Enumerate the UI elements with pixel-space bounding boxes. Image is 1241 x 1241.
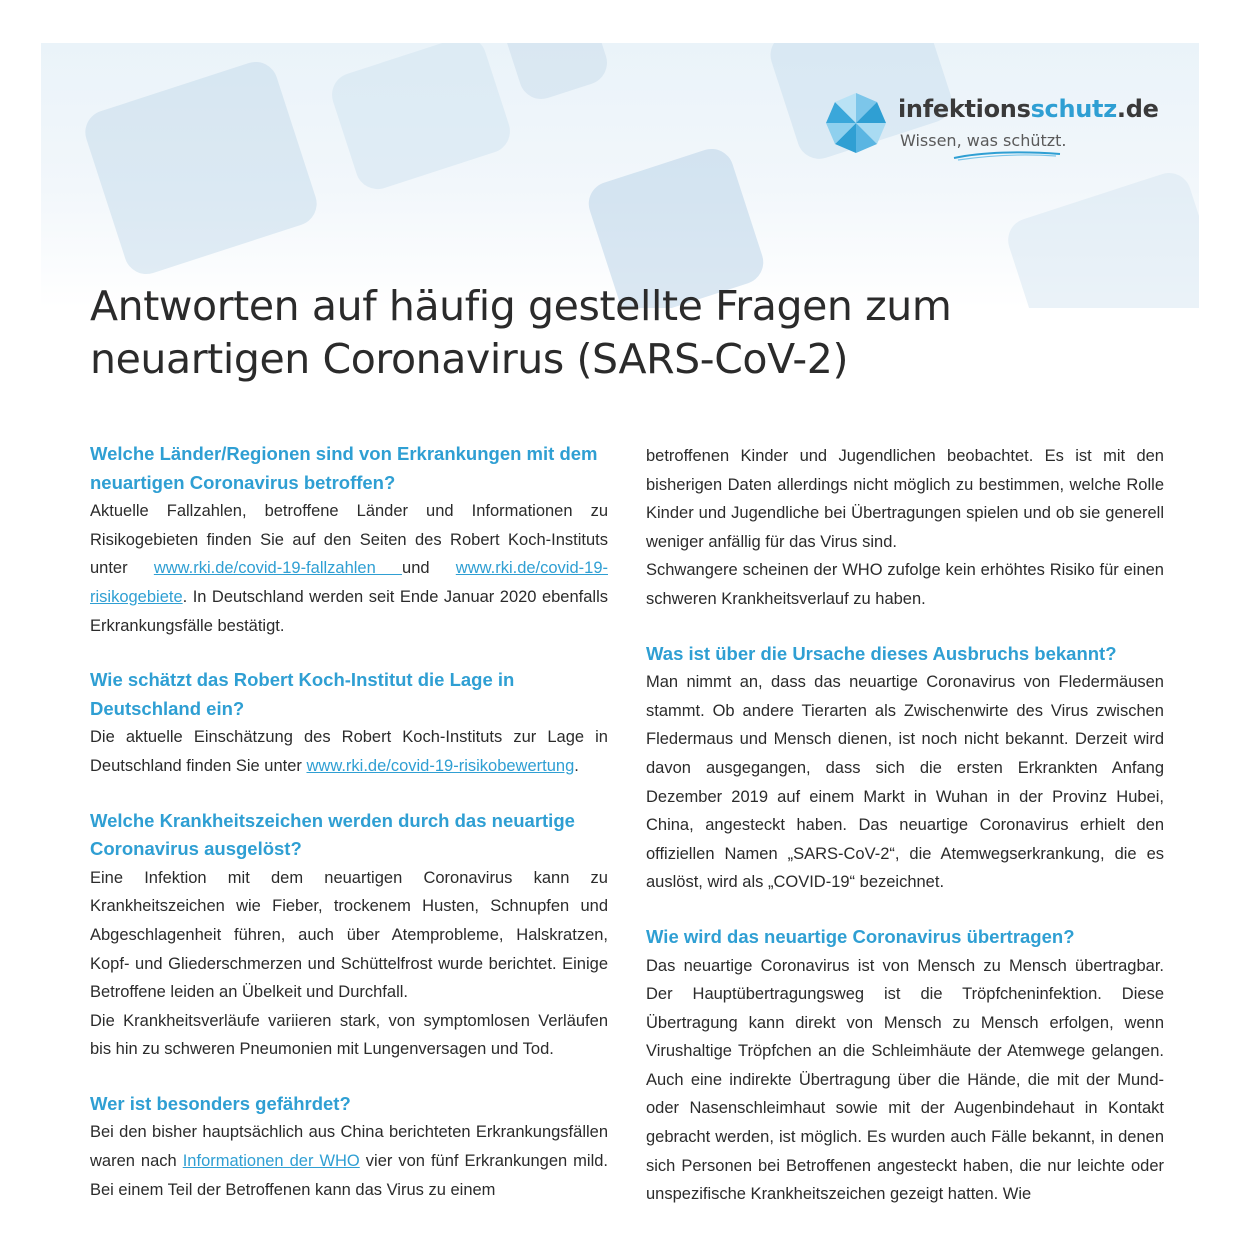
rki-risikobewertung-link[interactable]: www.rki.de/covid-19-risikobewertung xyxy=(306,756,575,775)
faq-section-risk-groups-continued xyxy=(646,442,1164,614)
faq-heading: Welche Länder/Regionen sind von Erkrankungen mit dem neuartigen Coronavirus betroffen? xyxy=(90,443,598,493)
header-banner xyxy=(41,43,1199,308)
answer-text: Die aktuelle Einschätzung des Robert Koch-Instituts zur Lage in Deutschland finden Sie unter xyxy=(90,728,608,775)
rki-fallzahlen-link[interactable]: www.rki.de/covid-19-fallzahlen xyxy=(153,559,403,578)
answer-text: . In Deutschland werden seit Ende Januar 2020 ebenfalls Erkrankungsfälle bestätigt. xyxy=(90,587,608,635)
document-page xyxy=(41,43,1199,1241)
decorative-shape xyxy=(499,43,612,105)
faq-heading: Wie schätzt das Robert Koch-Institut die Lage in Deutschland ein? xyxy=(90,669,515,719)
who-information-link[interactable]: Informationen der WHO xyxy=(182,1152,360,1171)
logo-name-suffix: .de xyxy=(1116,95,1159,123)
faq-heading: Wer ist besonders gefährdet? xyxy=(90,1092,351,1114)
faq-answer: Die Krankheitsverläufe variieren stark, von symptomlosen Verläufen bis hin zu schweren Pneumonien mit Lungenversagen und Tod. xyxy=(90,1011,608,1059)
answer-text: und xyxy=(402,559,456,578)
answer-text: vier von fünf Erkrankungen mild. Bei einem Teil der Betroffenen kann das Virus zu einem xyxy=(90,1152,609,1199)
faq-section-rki-assessment xyxy=(90,666,608,780)
site-logo[interactable] xyxy=(824,91,1164,161)
faq-section-transmission xyxy=(646,923,1164,1209)
page-title-line-1: Antworten auf häufig gestellte Fragen zum xyxy=(90,282,952,330)
answer-text: . xyxy=(574,756,579,775)
faq-heading: Welche Krankheitszeichen werden durch das neuartige Coronavirus ausgelöst? xyxy=(90,809,575,860)
faq-answer: betroffenen Kinder und Jugendlichen beobachtet. Es ist mit den bisherigen Daten allerdings nicht möglich zu bestimmen, welche Rolle Kinder und Jugendliche bei Übertragungen spielen und ob sie generell weniger anfällig für das Virus sind. xyxy=(646,447,1164,551)
faq-answer xyxy=(90,1118,608,1204)
faq-section-affected-regions xyxy=(90,440,608,640)
faq-answer: Das neuartige Coronavirus ist von Mensch zu Mensch übertragbar. Der Hauptübertragungsweg ist die Tröpfcheninfektion. Diese Übertragung kann direkt von Mensch zu Mensch erfolgen, wenn Virushaltige Tröpfchen an die Schleimhäute der Atemwege gelangen. Auch eine indirekte Übertragung über die Hände, die mit der Mund- oder Nasenschleimhaut sowie mit der Augenbindehaut in Kontakt gebracht werden, ist möglich. Es wurden auch Fälle bekannt, in denen sich Personen bei Betroffenen angesteckt haben, die nur leichte oder unspezifische Krankheitszeichen gezeigt hatten. Wie xyxy=(646,956,1164,1204)
logo-name-main: infektions xyxy=(898,95,1031,123)
page-title xyxy=(90,280,1090,386)
rki-risikogebiete-link[interactable]: www.rki.de/covid-19-risikogebiete xyxy=(90,559,608,606)
page-title-line-2: neuartigen Coronavirus (SARS-CoV-2) xyxy=(90,335,849,383)
right-column xyxy=(646,442,1164,1209)
faq-section-outbreak-cause xyxy=(646,640,1164,897)
faq-heading: Was ist über die Ursache dieses Ausbruchs bekannt? xyxy=(646,642,1117,664)
faq-answer: Man nimmt an, dass das neuartige Coronavirus von Fledermäusen stammt. Ob andere Tierarten als Zwischenwirte des Virus zwischen Fledermaus und Mensch dienen, ist noch nicht bekannt. Derzeit wird davon ausgegangen, dass sich die ersten Erkrankten Anfang Dezember 2019 auf einem Markt in Wuhan in der Provinz Hubei, China, angesteckt haben. Das neuartige Coronavirus erhielt den offiziellen Namen „SARS-CoV-2“, die Atemwegserkrankung, die es auslöst, wird als „COVID-19“ bezeichnet. xyxy=(646,673,1164,892)
faq-answer: Eine Infektion mit dem neuartigen Coronavirus kann zu Krankheitszeichen wie Fieber, trockenem Husten, Schnupfen und Abgeschlagenheit führen, auch über Atemprobleme, Halskratzen, Kopf- und Gliederschmerzen und Schüttelfrost wurde berichtet. Einige Betroffene leiden an Übelkeit und Durchfall. xyxy=(90,868,608,1002)
logo-name-accent: schutz xyxy=(1030,95,1117,123)
logo-tagline: Wissen, was schützt. xyxy=(900,131,1067,150)
faq-section-symptoms xyxy=(90,807,608,1064)
faq-answer xyxy=(90,723,608,780)
decorative-shape xyxy=(80,56,323,279)
answer-text: Bei den bisher hauptsächlich aus China berichteten Erkrankungsfällen waren nach xyxy=(90,1123,608,1171)
umbrella-logo-icon xyxy=(824,91,888,155)
faq-answer xyxy=(90,497,608,640)
faq-answer: Schwangere scheinen der WHO zufolge kein erhöhtes Risiko für einen schweren Krankheitsverlauf zu haben. xyxy=(646,561,1164,608)
decorative-shape xyxy=(326,43,515,195)
left-column xyxy=(90,440,608,1204)
logo-wordmark xyxy=(898,95,1159,123)
tagline-underline-swoosh xyxy=(952,149,1062,161)
answer-text: Aktuelle Fallzahlen, betroffene Länder und Informationen zu Risikogebieten finden Sie auf den Seiten des Robert Koch-Instituts unter xyxy=(90,502,608,578)
faq-section-risk-groups xyxy=(90,1090,608,1204)
faq-heading: Wie wird das neuartige Coronavirus übertragen? xyxy=(646,925,1075,947)
